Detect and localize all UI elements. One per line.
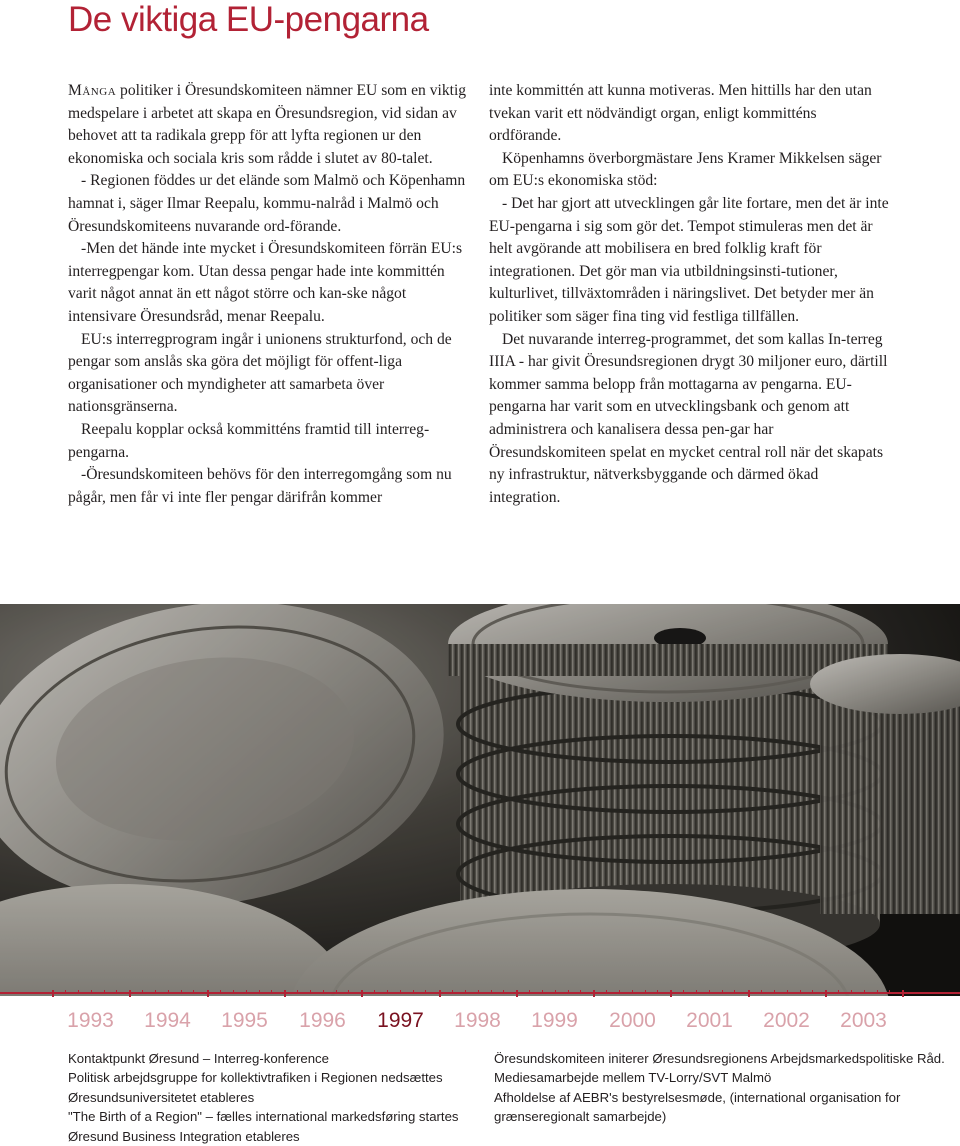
article-paragraph: EU:s interregprogram ingår i unionens strukturfond, och de pengar som anslås ska göra det möjligt för offent-liga organisationer och myndigheter att samarbeta över nationsgränserna.	[68, 330, 452, 416]
timeline-minor-tick	[425, 990, 426, 994]
timeline-major-tick	[902, 990, 904, 997]
timeline-minor-tick	[413, 990, 414, 994]
timeline-minor-tick	[491, 990, 492, 994]
coins-icon	[0, 604, 960, 996]
timeline-minor-tick	[877, 990, 878, 994]
timeline-minor-tick	[142, 990, 143, 994]
timeline-minor-tick	[619, 990, 620, 994]
timeline-minor-tick	[259, 990, 260, 994]
timeline-minor-tick	[65, 990, 66, 994]
event-item: Kontaktpunkt Øresund – Interreg-konference	[68, 1051, 329, 1066]
timeline-minor-tick	[774, 990, 775, 994]
timeline-minor-tick	[529, 990, 530, 994]
timeline-minor-tick	[233, 990, 234, 994]
event-item: grænseregionalt samarbejde)	[494, 1109, 667, 1125]
timeline-major-tick	[825, 990, 827, 997]
timeline-minor-tick	[555, 990, 556, 994]
timeline-minor-tick	[348, 990, 349, 994]
timeline-minor-tick	[864, 990, 865, 994]
timeline-minor-tick	[761, 990, 762, 994]
timeline-year: 1996	[299, 1009, 346, 1032]
timeline-year: 1999	[531, 1009, 578, 1032]
timeline-minor-tick	[734, 990, 735, 994]
intro-text: politiker i Öresundskomiteen nämner EU som en viktig medspelare i arbetet att skapa en Öresundsregion, vid sidan av behovet att ta radikala grepp för att lyfta regionen ur den ekonomiska och sociala kris som rådde i slutet av 80-talet.	[68, 82, 467, 167]
timeline-minor-tick	[310, 990, 311, 994]
timeline-minor-tick	[838, 990, 839, 994]
events-list-left	[68, 1049, 488, 1146]
timeline-major-tick	[284, 990, 286, 997]
timeline	[0, 990, 960, 1040]
event-item: Øresund Business Integration etableres	[68, 1128, 300, 1144]
timeline-year: 2001	[686, 1009, 733, 1032]
timeline-minor-tick	[400, 990, 401, 994]
timeline-minor-tick	[683, 990, 684, 994]
timeline-year-active: 1997	[377, 1009, 424, 1032]
timeline-minor-tick	[787, 990, 788, 994]
article-paragraph: Reepalu kopplar också kommitténs framtid till interreg-pengarna.	[68, 420, 430, 461]
timeline-year: 1994	[144, 1009, 191, 1032]
timeline-minor-tick	[181, 990, 182, 994]
intro-lead-word: Många	[68, 82, 117, 99]
event-item: Afholdelse af AEBR's bestyrelsesmøde, (international organisation for	[494, 1089, 901, 1105]
article-paragraph: -Öresundskomiteen behövs för den interregomgång som nu pågår, men får vi inte fler pengar därifrån kommer	[68, 466, 452, 506]
timeline-minor-tick	[542, 990, 543, 994]
timeline-minor-tick	[78, 990, 79, 994]
timeline-minor-tick	[722, 990, 723, 994]
timeline-minor-tick	[246, 990, 247, 994]
timeline-minor-tick	[220, 990, 221, 994]
article-paragraph: Det nuvarande interreg-programmet, det som kallas In-terreg IIIA - har givit Öresundsregionen drygt 30 miljoner euro, därtill kommer samma belopp från mottagarna av pengarna. EU-pengarna har varit som en utvecklingsbank och genom att administrera och kanalisera dessa pen-gar har Öresundskomiteen spelat en mycket central roll när det skapats ny infrastruktur, nätverksbyggande och därmed ökad integration.	[489, 330, 888, 506]
timeline-major-tick	[748, 990, 750, 997]
timeline-minor-tick	[568, 990, 569, 994]
article-paragraph: -Men det hände inte mycket i Öresundskomiteen förrän EU:s interregpengar kom. Utan dessa pengar hade inte kommittén varit något annat än ett något större och kan-ske något intensivare Öresundsråd, menar Reepalu.	[68, 240, 463, 325]
timeline-minor-tick	[851, 990, 852, 994]
timeline-minor-tick	[645, 990, 646, 994]
timeline-minor-tick	[91, 990, 92, 994]
timeline-year: 1995	[221, 1009, 268, 1032]
article-paragraph: inte kommittén att kunna motiveras. Men hittills har den utan tvekan varit ett nödvändigt organ, enligt kommitténs ordförande.	[489, 82, 872, 145]
event-item: Politisk arbejdsgruppe for kollektivtrafiken i Regionen nedsættes	[68, 1070, 443, 1086]
timeline-minor-tick	[465, 990, 466, 994]
timeline-year: 2003	[840, 1009, 887, 1032]
timeline-minor-tick	[297, 990, 298, 994]
timeline-minor-tick	[606, 990, 607, 994]
timeline-minor-tick	[632, 990, 633, 994]
timeline-year: 1998	[454, 1009, 501, 1032]
timeline-minor-tick	[889, 990, 890, 994]
timeline-minor-tick	[387, 990, 388, 994]
timeline-minor-tick	[580, 990, 581, 994]
timeline-axis	[0, 992, 960, 994]
article-paragraph	[68, 80, 470, 170]
events-list-right	[494, 1049, 945, 1127]
timeline-minor-tick	[155, 990, 156, 994]
coins-photo	[0, 604, 960, 996]
article-paragraph: - Det har gjort att utvecklingen går lite fortare, men det är inte EU-pengarna i sig som gör det. Tempot stimuleras men det är helt avgörande att mobilisera en bred folklig kraft för integrationen. Det gör man via utbildningsinsti-tutioner, kulturlivet, tillväxtområden i näringslivet. Det betyder mer än politiker som säger fina ting vid festliga tillfällen.	[489, 194, 889, 325]
timeline-year: 2002	[763, 1009, 810, 1032]
timeline-minor-tick	[800, 990, 801, 994]
page-title: De viktiga EU-pengarna	[68, 0, 429, 39]
timeline-minor-tick	[374, 990, 375, 994]
timeline-major-tick	[439, 990, 441, 997]
timeline-minor-tick	[478, 990, 479, 994]
article-right-column	[489, 80, 891, 509]
timeline-minor-tick	[168, 990, 169, 994]
timeline-major-tick	[52, 990, 54, 997]
article-paragraph: Köpenhamns överborgmästare Jens Kramer Mikkelsen säger om EU:s ekonomiska stöd:	[489, 149, 882, 190]
timeline-minor-tick	[503, 990, 504, 994]
event-item: Öresundskomiteen initerer Øresundsregionens Arbejdsmarkedspolitiske Råd.	[494, 1051, 945, 1066]
timeline-year: 2000	[609, 1009, 656, 1032]
timeline-minor-tick	[193, 990, 194, 994]
timeline-year: 1993	[67, 1009, 114, 1032]
timeline-minor-tick	[709, 990, 710, 994]
article-left-column	[68, 80, 470, 509]
timeline-major-tick	[516, 990, 518, 997]
timeline-major-tick	[361, 990, 363, 997]
timeline-minor-tick	[323, 990, 324, 994]
timeline-minor-tick	[116, 990, 117, 994]
timeline-major-tick	[129, 990, 131, 997]
event-item: Øresundsuniversitetet etableres	[68, 1089, 255, 1105]
event-item: "The Birth of a Region" – fælles international markedsføring startes	[68, 1109, 459, 1125]
timeline-major-tick	[593, 990, 595, 997]
timeline-minor-tick	[104, 990, 105, 994]
timeline-minor-tick	[452, 990, 453, 994]
timeline-minor-tick	[696, 990, 697, 994]
timeline-major-tick	[207, 990, 209, 997]
event-item: Mediesamarbejde mellem TV-Lorry/SVT Malmö	[494, 1070, 772, 1086]
timeline-minor-tick	[336, 990, 337, 994]
article-paragraph: - Regionen föddes ur det elände som Malmö och Köpenhamn hamnat i, säger Ilmar Reepalu, kommu-nalråd i Malmö och Öresundskomiteens nuvarande ord-förande.	[68, 172, 466, 235]
timeline-minor-tick	[271, 990, 272, 994]
timeline-minor-tick	[812, 990, 813, 994]
timeline-minor-tick	[657, 990, 658, 994]
timeline-major-tick	[670, 990, 672, 997]
